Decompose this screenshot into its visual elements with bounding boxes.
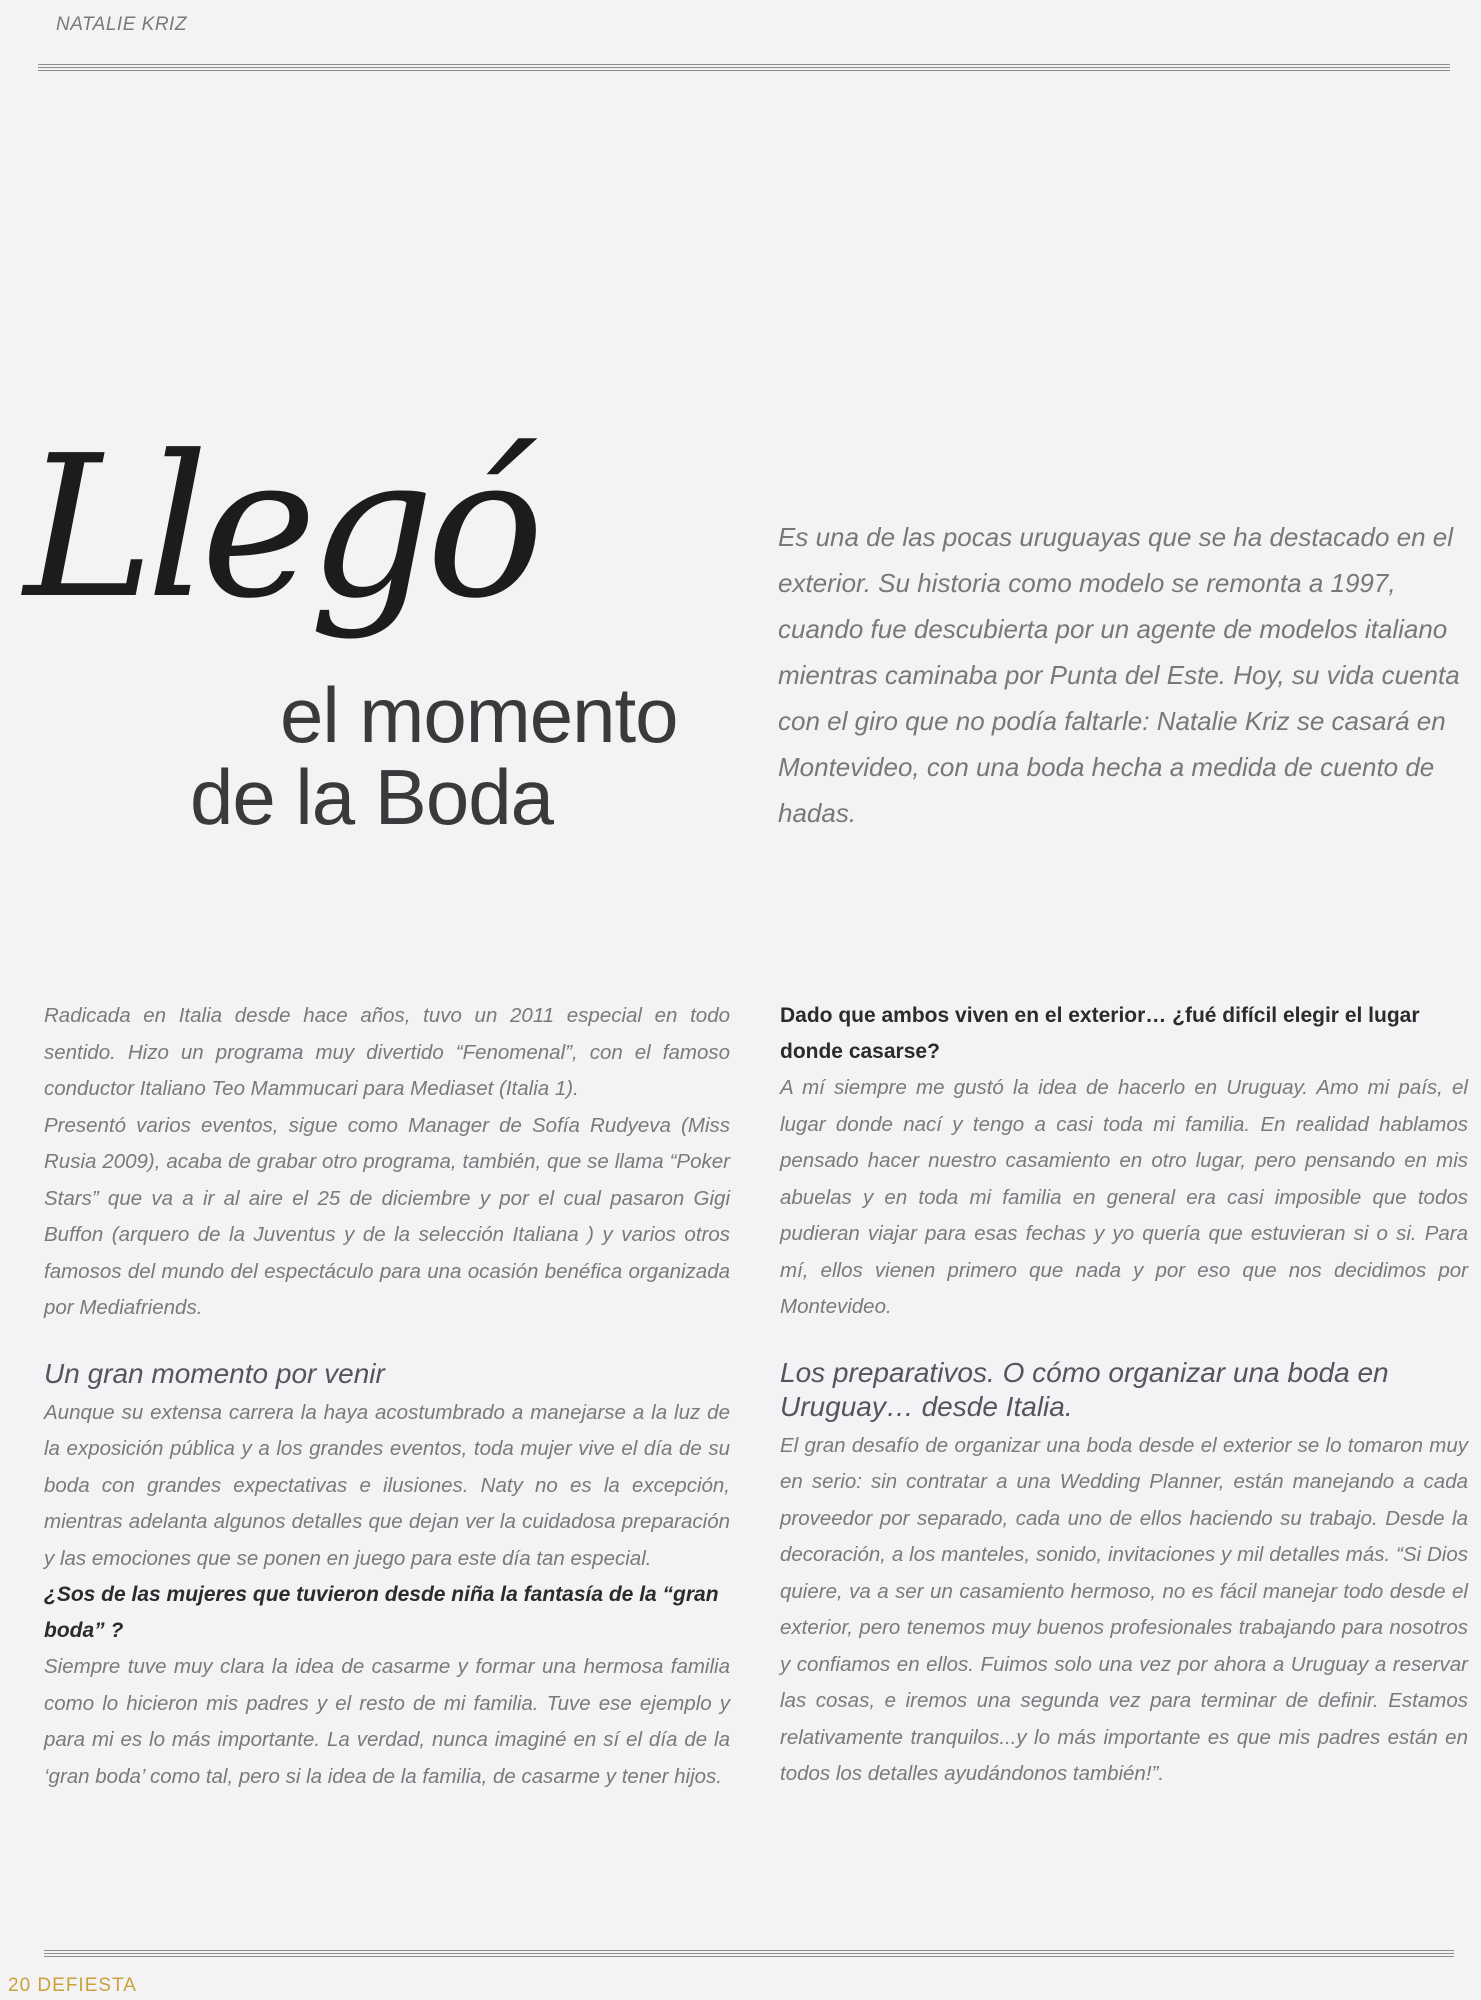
bottom-divider	[44, 1950, 1454, 1959]
top-divider	[38, 64, 1450, 73]
magazine-name-de: DE	[37, 1975, 66, 1996]
left-subheading: Un gran momento por venir	[44, 1357, 385, 1389]
running-header: NATALIE KRIZ	[56, 14, 187, 35]
left-paragraph-4: Siempre tuve muy clara la idea de casarme y formar una hermosa familia como lo hicieron mis padres y el resto de mi familia. Tuve ese ejemplo y para mi es lo más importante. La verdad, nunca imaginé en sí el día de la ‘gran boda’ como tal, pero si la idea de la familia, de casarme y tener hijos.	[44, 1655, 730, 1788]
left-paragraph-3: Aunque su extensa carrera la haya acostumbrado a manejarse a la luz de la exposición pública y a los grandes eventos, toda mujer vive el día de su boda con grandes expectativas e ilusiones. Naty no es la excepción, mientras adelanta algunos detalles que dejan ver la cuidadosa preparación y las emociones que se ponen en juego para este día tan especial.	[44, 1400, 730, 1570]
left-column	[44, 998, 730, 1795]
title-line-2: el momento	[280, 671, 678, 759]
magazine-name-fiesta: FIESTA	[65, 1975, 137, 1996]
left-paragraph-1: Radicada en Italia desde hace años, tuvo un 2011 especial en todo sentido. Hizo un programa muy divertido “Fenomenal”, con el famoso conductor Italiano Teo Mammucari para Mediaset (Italia 1).	[44, 1004, 730, 1100]
right-subheading: Los preparativos. O cómo organizar una boda en Uruguay… desde Italia.	[780, 1356, 1389, 1422]
left-paragraph-2: Presentó varios eventos, sigue como Manager de Sofía Rudyeva (Miss Rusia 2009), acaba de grabar otro programa, también, que se llama “Poker Stars” que va a ir al aire el 25 de diciembre y por el cual pasaron Gigi Buffon (arquero de la Juventus y de la selección Italiana ) y varios otros famosos del mundo del espectáculo para una ocasión benéfica organizada por Mediafriends.	[44, 1113, 730, 1319]
page-number: 20	[8, 1975, 32, 1996]
left-question: ¿Sos de las mujeres que tuvieron desde niña la fantasía de la “gran boda” ?	[44, 1583, 719, 1642]
right-column	[780, 998, 1468, 1793]
right-paragraph-1: A mí siempre me gustó la idea de hacerlo en Uruguay. Amo mi país, el lugar donde nací y tengo a casi toda mi familia. En realidad hablamos pensado hacer nuestro casamiento en otro lugar, pero pensando en mis abuelas y en toda mi familia en general era casi imposible que todos pudieran viajar para esas fechas y yo quería que estuvieran si o si. Para mí, ellos vienen primero que nada y por eso que nos decidimos por Montevideo.	[780, 1076, 1468, 1318]
intro-paragraph: Es una de las pocas uruguayas que se ha destacado en el exterior. Su historia como modelo se remonta a 1997, cuando fue descubierta por un agente de modelos italiano mientras caminaba por Punta del Este. Hoy, su vida cuenta con el giro que no podía faltarle: Natalie Kriz se casará en Montevideo, con una boda hecha a medida de cuento de hadas.	[778, 522, 1460, 828]
title-script-word: Llegó	[24, 414, 537, 642]
page-footer	[8, 1975, 137, 1997]
right-paragraph-2: El gran desafío de organizar una boda desde el exterior se lo tomaron muy en serio: sin contratar a una Wedding Planner, están manejando a cada proveedor por separado, cada uno de ellos haciendo su trabajo. Desde la decoración, a los manteles, sonido, invitaciones y mil detalles más. “Si Dios quiere, va a ser un casamiento hermoso, no es fácil manejar todo desde el exterior, pero tenemos muy buenos profesionales trabajando para nosotros y confiamos en ellos. Fuimos solo una vez por ahora a Uruguay a reservar las cosas, e iremos una segunda vez para terminar de definir. Estamos relativamente tranquilos...y lo más importante es que mis padres están en todos los detalles ayudándonos también!”.	[780, 1433, 1468, 1785]
right-question: Dado que ambos viven en el exterior… ¿fué difícil elegir el lugar donde casarse?	[780, 1004, 1420, 1063]
title-line-3: de la Boda	[190, 753, 553, 841]
